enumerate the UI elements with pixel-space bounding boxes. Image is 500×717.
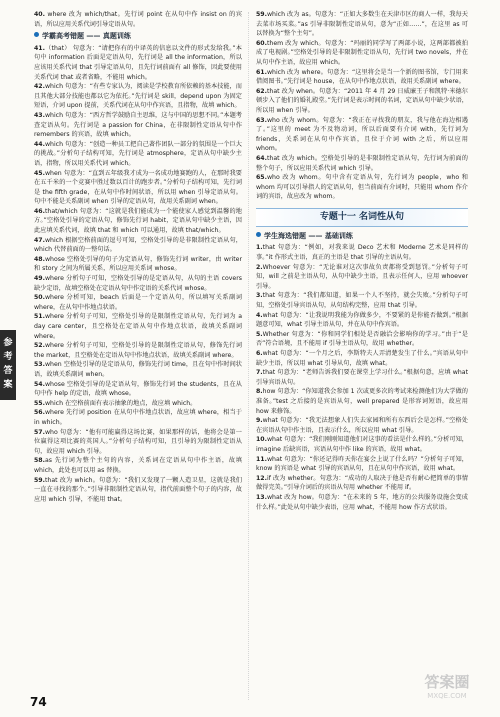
entry-number: 42. bbox=[34, 83, 45, 91]
section-heading-text: 学霸高考错题 —— 真题训练 bbox=[42, 32, 131, 41]
entry-text: what 改为 how。句意为：“在未来的 5 年，地方的公共服务设施会变成什么样。”此处从句中缺少表语，应用 what，不能用 how 作方式状语。 bbox=[256, 493, 468, 511]
watermark-main: 答案圈 bbox=[424, 673, 470, 691]
entry-number: 64. bbox=[256, 154, 267, 162]
entry-text: what 句意为：“一个月之后，李斯特夫人弄清楚发生了什么。”宾语从句中缺少主语，所以用 what 引导从句，故填 what。 bbox=[256, 350, 468, 367]
answer-entry bbox=[34, 111, 242, 140]
answer-entry bbox=[256, 243, 468, 262]
entry-text: that 改为 which。句意为：“我们又发现了一颗人造卫星，这就是我们一直在寻找的那个。”引导非限制性定语从句，指代前面整个句子的内容，故应用 which 引导，不能用 that。 bbox=[34, 476, 242, 503]
entry-number: 45. bbox=[34, 169, 45, 177]
answer-entry bbox=[256, 116, 468, 154]
answer-entry bbox=[256, 416, 468, 435]
entry-number: 11. bbox=[256, 455, 267, 463]
entry-text: what 句意为：“你还记得昨天你在宴会上说了什么吗？”分析句子可知，know 的宾语是 what 引导的宾语从句，且在从句中作宾语，故用 what。 bbox=[256, 455, 468, 473]
bullet-icon bbox=[256, 232, 261, 237]
answer-entry bbox=[256, 263, 468, 292]
entry-text: （that） 句意为：“请把你有的中译英的信息以文件的形式发给我。”本句中 information 后面是定语从句，先行词是 all the information，所以应该用关系代词 that 引导定语从句，且先行词前面有 all 修饰，因此要使用关系代词 that 或者省略，不能用 which。 bbox=[34, 44, 242, 81]
left-column bbox=[34, 10, 242, 504]
entry-text: that 改为 which。空格处引导的是非限制性定语从句，先行词为前面的整个句子，所以应用关系代词 which 引导。 bbox=[256, 154, 468, 172]
entry-text: which 句意为：“有些专家认为，阅读是学校教育所依赖的基本技能，而且其他大部分技能也都以它为依托。”先行词是 skill，depend upon 为固定短语，介词 upon 提前，关系代词在从句中作宾语，且指物，故填 which。 bbox=[34, 83, 242, 110]
entry-text: where 分析可知，beach 后面是一个定语从句，所以填写关系副词 where，在从句中作地点状语。 bbox=[34, 294, 242, 311]
entry-number: 7. bbox=[256, 369, 263, 377]
answer-entry bbox=[34, 293, 242, 312]
entry-text: what 句意为：“我无法想象人们失去家园和所有东西后会是怎样。”空格处在宾语从句中作主语，且表示什么，所以应用 what 引导。 bbox=[256, 417, 468, 434]
side-tab-char: 案 bbox=[3, 380, 13, 390]
entry-text: how 句意为：“你知道我会参加 1 次或更多次的考试来检测他们为大学做的准备。”test 之后接的是宾语从句，well prepared 是形容词短语，故应用 how 来修饰。 bbox=[256, 388, 468, 415]
topic-title: 专题十一 名词性从句 bbox=[256, 208, 468, 227]
answer-entry bbox=[34, 82, 242, 111]
entry-text: which 根据空格前面的逗号可知，空格处引导的是非限制性定语从句，which 代替前面的一整句话。 bbox=[34, 236, 242, 254]
watermark-sub: MXQE.COM bbox=[427, 692, 467, 700]
answer-entry bbox=[34, 207, 242, 236]
entry-text: whose 空格处引导的句子为定语从句，修饰先行词 writer，由 writer 和 story 之间为所属关系，所以应用关系词 whose。 bbox=[34, 255, 242, 273]
entry-text: that 改为 when。句意为：“2011 年 4 月 29 日威廉王子和凯特·米德尔顿步入了他们的婚礼殿堂。”先行词是表示时间的名词，定语从句中缺少状语，所以用 when 引导。 bbox=[256, 87, 468, 114]
column-divider bbox=[248, 12, 249, 700]
answer-entry bbox=[34, 255, 242, 274]
entry-text: as 先行词为整个主句的内容，关系词在定语从句中作主语，故填 which，此处也可以用 as 替换。 bbox=[34, 457, 242, 474]
entry-number: 60. bbox=[256, 39, 267, 47]
entry-number: 44. bbox=[34, 140, 45, 148]
entry-number: 43. bbox=[34, 111, 45, 119]
entry-text: whose 空格处引导的是定语从句，修饰先行词 the students，且在从句中作 help 的定语，故填 whose。 bbox=[34, 380, 242, 398]
section-heading bbox=[256, 232, 468, 242]
entry-text: who 改为 whom。句意为：“我正在寻找我的朋友，我与他在海边相遇了。”这里的 meet 为不及物动词，所以后面要有介词 with，先行词为 friends，关系词在从句中作宾语，且位于介词 with 之后，所以应用 whom。 bbox=[256, 116, 468, 153]
entry-text: which 在空格前面有表示抽象的地点，故应填 which。 bbox=[44, 399, 197, 407]
entry-text: which 改为 as。句意为：“正如大多数生在天津市区的商人一样，我每天去菜市场买菜。”as 引导非限制性定语从句，意为“正如……”，在这里 as 可以替换为“整个主句”。 bbox=[256, 11, 468, 38]
answer-entry bbox=[34, 140, 242, 169]
entry-text: when 句意为：“直到五年级我才成为一名成功地赛跑的人，在那时我要在五千米的一个竞赛中胜过数以百计的跑步者。”分析句子结构可知，先行词是 the fifth grade，在从句中作时间状语，所以用 when 引导定语从句。句中不能是关系副词 when 引导的定语从句，故用关系副词 when。 bbox=[34, 169, 242, 206]
answer-entry bbox=[34, 408, 242, 427]
entry-text: which 改为 where。句意为：“这里将会是当一个新的图书馆，专门用来借阅图书。”先行词是 house，在从句中作地点状语，故用关系副词 where。 bbox=[256, 68, 468, 86]
answer-entry bbox=[256, 330, 468, 349]
entry-text: that 句意为：“我们都知道，如果一个人不坚持，就会失败。”分析句子可知，空格处引导宾语从句，从句结构完整，应用 that 引导。 bbox=[256, 292, 468, 310]
entry-text: who 句意为：“他有可能赢得这场比赛，如果那样的话，他将会是第一位赢得这项比赛的英国人。”分析句子结构可知，且引导的为限制性定语从句，故应用 which 引导。 bbox=[34, 428, 242, 455]
right-column bbox=[256, 10, 468, 512]
entry-text: where 改为 which/that。先行词 point 在从句中作 insist on 的宾语，所以应用关系代词引导定语从句。 bbox=[34, 11, 242, 28]
entry-text: that 句意为：“例如，对我来说 Deco 艺术和 Moderne 艺术是同样的事。”it 作形式主语，真正的主语是 that 引导的主语从句。 bbox=[256, 244, 468, 262]
entry-number: 63. bbox=[256, 116, 267, 124]
answer-entry bbox=[34, 399, 242, 409]
entry-text: where 先行词 position 在从句中作地点状语，故应填 where，相当于 in which。 bbox=[34, 409, 242, 426]
entry-number: 40. bbox=[34, 11, 45, 18]
answer-entry bbox=[34, 312, 242, 341]
answer-entry bbox=[34, 456, 242, 475]
answer-entry bbox=[34, 236, 242, 255]
entry-text: Whether 句意为：“你和同学们相处是否融洽会影响你的学习。”由于“是否”符合语境，且不能用 if 引导主语从句，故用 whether。 bbox=[256, 330, 468, 348]
entry-text: which 句意为：“创造一种员工把自己著作团队一部分的氛围是一个巨大的挑战。”分析句子结构可知，先行词是 atmosphere，定语从句中缺少主语，指物，所以用关系代词 which。 bbox=[34, 140, 242, 167]
answer-entry bbox=[34, 380, 242, 399]
entry-number: 50. bbox=[34, 294, 45, 302]
entry-number: 9. bbox=[256, 417, 263, 425]
entry-number: 10. bbox=[256, 436, 267, 444]
answer-entry bbox=[34, 169, 242, 207]
answer-entry bbox=[256, 10, 468, 39]
answer-entry bbox=[256, 387, 468, 416]
answer-entry bbox=[256, 291, 468, 310]
entry-number: 61. bbox=[256, 68, 267, 76]
answer-entry bbox=[34, 44, 242, 82]
entry-number: 65. bbox=[256, 174, 267, 182]
answer-entry bbox=[256, 474, 468, 493]
entry-number: 2. bbox=[256, 263, 263, 271]
entry-number: 51. bbox=[34, 313, 45, 321]
entry-text: what 句意为：“我们刚刚知道他们对这事的看法是什么样的。”分析可知，imagine 后缺宾语，宾语从句中作 like 的宾语，故用 what。 bbox=[256, 436, 468, 453]
entry-number: 41. bbox=[34, 44, 45, 52]
answer-entry bbox=[256, 311, 468, 330]
entry-number: 8. bbox=[256, 388, 263, 396]
answer-entry bbox=[256, 39, 468, 68]
entry-number: 1. bbox=[256, 244, 263, 252]
entry-number: 59. bbox=[256, 11, 267, 18]
answer-entry bbox=[34, 476, 242, 505]
entry-number: 6. bbox=[256, 350, 263, 357]
section-heading bbox=[34, 32, 242, 42]
entry-text: that 句意为：“老师告诉我们要在课堂上学习什么。”根据句意，应填 what 引导宾语从句。 bbox=[256, 369, 468, 386]
entry-text: if 改为 whether。句意为：“成功的人取决于他是否有耐心把简单的事情做得完美。”引导介词后的宾语从句用 whether 不能用 if。 bbox=[256, 474, 468, 492]
entry-number: 4. bbox=[256, 311, 263, 319]
entry-number: 13. bbox=[256, 493, 267, 501]
side-tab-char: 考 bbox=[3, 352, 13, 362]
entry-number: 53. bbox=[34, 361, 45, 369]
entry-text: where 分析句子可知，空格处引导的是限制性定语从句，先行词为 a day care center，且空格处在定语从句中作地点状语，故填关系副词 where。 bbox=[34, 313, 242, 340]
answer-entry bbox=[256, 173, 468, 202]
answer-entry bbox=[256, 368, 468, 387]
entry-number: 49. bbox=[34, 275, 45, 283]
entry-text: who 改为 whom。句中含有定语从句，先行词为 people，who 和 whom 均可以引导指人的定语从句，但当前面有介词时，只能用 whom 作介词的宾语，故应改为 whom。 bbox=[256, 174, 468, 201]
entry-number: 52. bbox=[34, 342, 45, 350]
watermark-logo bbox=[402, 672, 492, 710]
entry-text: Whoever 句意为：“无论谁对这次事故负责都将受到惩罚。”分析句子可知，will 之前是主语从句，从句中缺少主语，且表示任何人，应用 whoever 引导。 bbox=[256, 263, 468, 290]
entry-number: 54. bbox=[34, 380, 45, 388]
page-number: 74 bbox=[30, 695, 47, 709]
entry-number: 47. bbox=[34, 236, 45, 244]
answer-entry bbox=[256, 435, 468, 454]
entry-number: 5. bbox=[256, 330, 263, 338]
answer-entry bbox=[256, 87, 468, 116]
entry-number: 58. bbox=[34, 457, 45, 465]
answer-entry bbox=[34, 274, 242, 293]
answer-entry bbox=[256, 493, 468, 512]
entry-text: what 句意为：“让我说明我能为你做多少，不要紧的是你能否做到。”根据题意可知，what 引导主语从句，并在从句中作宾语。 bbox=[256, 311, 468, 329]
side-tab-answers bbox=[0, 330, 16, 400]
side-tab-char: 答 bbox=[3, 366, 13, 376]
entry-number: 48. bbox=[34, 255, 45, 263]
entry-number: 57. bbox=[34, 428, 45, 436]
section-heading-text: 学生海选错题 —— 基础训练 bbox=[264, 231, 353, 240]
entry-number: 59. bbox=[34, 476, 45, 484]
answer-entry bbox=[256, 154, 468, 173]
answer-entry bbox=[34, 428, 242, 457]
entry-number: 46. bbox=[34, 207, 45, 215]
entry-number: 56. bbox=[34, 409, 45, 417]
entry-number: 3. bbox=[256, 292, 263, 300]
answer-entry bbox=[256, 349, 468, 368]
answer-entry bbox=[34, 360, 242, 379]
entry-number: 62. bbox=[256, 87, 267, 95]
bullet-icon bbox=[34, 32, 39, 37]
answer-entry bbox=[34, 10, 242, 29]
answer-entry bbox=[256, 455, 468, 474]
entry-text: which 句意为：“西方哲学鼓励自主思维，这与中国的思想不同。”本题考查定语从句。先行词是 a passion for China，在非限制性定语从句中作 remembers 的宾语，故填 which。 bbox=[34, 111, 242, 139]
entry-text: where 分析句子可知，空格处引导的是限制性定语从句，修饰先行词 the market，且空格处在定语从句中作地点状语，故填关系副词 where。 bbox=[34, 342, 242, 359]
entry-number: 55. bbox=[34, 399, 45, 407]
entry-text: when 空格处引导的是定语从句，修饰先行词 time，且在句中作时间状语，故填关系副词 when。 bbox=[34, 361, 242, 378]
entry-text: that/which 句意为：“这就是我们能成为一个能使家人感觉到温馨的地方。”空格处引导的定语从句，修饰先行词 habit，定语从句中缺少主语，因此应填关系代词，故填 that 和 which 可以通用，故填 that/which。 bbox=[34, 207, 242, 235]
answer-entry bbox=[256, 68, 468, 87]
entry-number: 12. bbox=[256, 474, 267, 482]
side-tab-char: 参 bbox=[3, 338, 13, 348]
entry-text: them 改为 which。句意为：“玛丽的同学写了两部小说，这两部都被拍成了电视剧。”空格处引导的是非限制性定语从句，先行词 two novels，并在从句中作主语，故应用 which。 bbox=[256, 39, 468, 66]
answer-entry bbox=[34, 341, 242, 360]
entry-text: where 分析句子可知，空格处引导的是定语从句，从句的主语 covers 缺少定语，故填空格处在定语从句中作定语的关系代词 whose。 bbox=[34, 275, 242, 292]
